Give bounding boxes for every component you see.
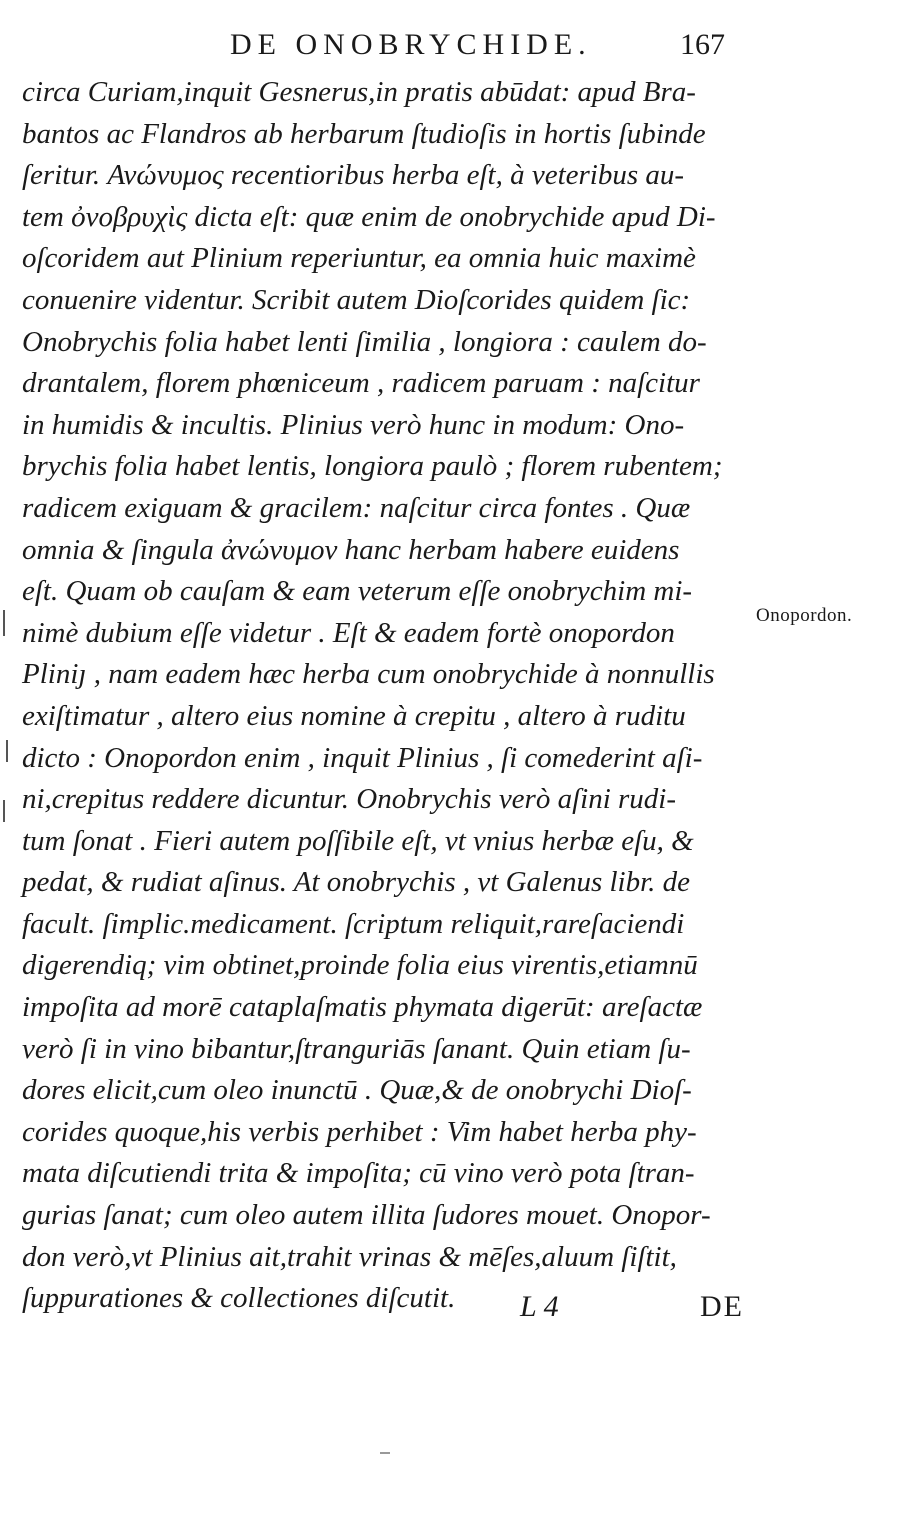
text-line: ni,crepitus reddere dicuntur. Onobrychis verò aſini rudi- — [22, 783, 677, 816]
text-line: corides quoque,his verbis perhibet : Vim habet herba phy- — [22, 1115, 697, 1148]
catchword: DE — [700, 1290, 744, 1323]
page-edge-mark — [3, 610, 5, 636]
margin-note: Onopordon. — [756, 605, 853, 626]
body-text — [22, 72, 752, 1320]
text-line: in humidis & incultis. Plinius verò hunc in modum: Ono- — [22, 408, 685, 441]
text-line: omnia & ſingula ἀνώνυμον hanc herbam habere euidens — [22, 533, 680, 566]
text-line: tem ὀνοβρυχὶς dicta eſt: quæ enim de onobrychide apud Di- — [22, 200, 716, 233]
text-line: gurias ſanat; cum oleo autem illita ſudores mouet. Onopor- — [22, 1199, 711, 1232]
text-line: facult. ſimplic.medicament. ſcriptum reliquit,rareſaciendi — [22, 907, 685, 940]
page-edge-mark — [6, 740, 8, 762]
page-number: 167 — [680, 28, 725, 61]
text-line: impoſita ad morē cataplaſmatis phymata digerūt: areſactæ — [22, 991, 703, 1024]
text-line: ſeritur. Ανώνυμος recentioribus herba eſt, à veteribus au- — [22, 159, 685, 192]
text-line: bantos ac Flandros ab herbarum ſtudioſis in hortis ſubinde — [22, 117, 706, 150]
text-line: eſt. Quam ob cauſam & eam veterum eſſe onobrychim mi- — [22, 575, 693, 608]
text-line: pedat, & rudiat aſinus. At onobrychis , vt Galenus libr. de — [22, 866, 691, 899]
text-line: ſuppurationes & collectiones diſcutit. — [22, 1282, 456, 1315]
text-line: nimè dubium eſſe videtur . Eſt & eadem fortè onopordon — [22, 616, 675, 649]
text-line: radicem exiguam & gracilem: naſcitur circa fontes . Quæ — [22, 491, 691, 524]
text-line: circa Curiam,inquit Gesnerus,in pratis abūdat: apud Bra- — [22, 76, 696, 108]
text-line: dores elicit,cum oleo inunctū . Quæ,& de onobrychi Dioſ- — [22, 1074, 692, 1107]
text-line: conuenire videntur. Scribit autem Dioſcorides quidem ſic: — [22, 283, 691, 316]
text-line: digerendiq; vim obtinet,proinde folia eius virentis,etiamnū — [22, 949, 698, 982]
text-line: oſcoridem aut Plinium reperiuntur, ea omnia huic maximè — [22, 242, 696, 275]
text-line: mata diſcutiendi trita & impoſita; cū vino verò pota ſtran- — [22, 1157, 695, 1190]
text-line: tum ſonat . Fieri autem poſſibile eſt, vt vnius herbæ eſu, & — [22, 824, 694, 857]
text-line: drantalem, florem phœniceum , radicem paruam : naſcitur — [22, 367, 700, 400]
text-line: brychis folia habet lentis, longiora paulò ; florem rubentem; — [22, 450, 723, 483]
ink-smudge — [380, 1452, 390, 1454]
signature-mark: L 4 — [520, 1290, 559, 1323]
text-line: exiſtimatur , altero eius nomine à crepitu , altero à ruditu — [22, 699, 686, 732]
running-head: DE ONOBRYCHIDE. — [230, 28, 592, 61]
page-edge-mark — [3, 800, 5, 822]
text-line: Onobrychis folia habet lenti ſimilia , longiora : caulem do- — [22, 325, 707, 358]
text-line: don verò,vt Plinius ait,trahit vrinas & mēſes,aluum ſiſtit, — [22, 1240, 677, 1273]
text-line: verò ſi in vino bibantur,ſtranguriās ſanant. Quin etiam ſu- — [22, 1032, 691, 1065]
text-line: dicto : Onopordon enim , inquit Plinius , ſi comederint aſi- — [22, 741, 703, 774]
text-line: Pliniȷ , nam eadem hæc herba cum onobrychide à nonnullis — [22, 658, 715, 691]
